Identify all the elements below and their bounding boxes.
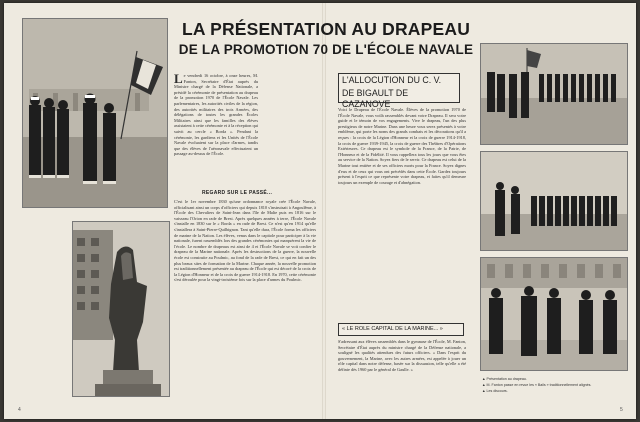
intro-column (174, 73, 258, 185)
role-column: S'adressant aux élèves rassemblés dans le gymnase de l'École, M. Fanton, Secrétaire d'État auprès du ministre chargé de la Défense nationale, a souligné les qualités attendues des futurs officiers. « Dans l'esprit du gouvernement, la Marine, avec les autres armées, est appelée à jouer un rôle capital dans notre défense, basée sur la dissuasion, telle qu'elle a été définie dès 1960 par le général de Gaulle. » (338, 339, 466, 372)
page-gutter (322, 3, 326, 419)
photo-parade (480, 43, 628, 145)
allocution-title-box (338, 73, 460, 109)
caption-speeches: ▲ Les discours. (482, 389, 508, 393)
speeches-image (481, 258, 627, 370)
intro-dropcap: L (174, 73, 183, 86)
photo-speeches (480, 257, 628, 371)
photo-flag-presentation (22, 18, 168, 208)
caption-presentation: ▲ Présentation au drapeau. (482, 377, 527, 381)
photo-review (480, 151, 628, 251)
intro-text: e vendredi 16 octobre, à onze heures, M. Fanton, Secrétaire d'État auprès du Ministre chargé de la Défense Nationale, a présidé la cérémonie de présentation au drapeau de la promotion 1970 de l'École Navale. Les parlementaires, les autorités civiles de la région, des autorités militaires des trois Armées, des délégations de toutes les grandes Écoles Militaires ainsi que les familles des élèves assistaient à cette cérémonie et à la réception qui suivit au cercle « Borda ». Pendant la cérémonie, les gardiens et les Unités de l'École Navale évoluaient sur la place d'armes, tandis que des élèves de l'aéronavale effectuaient un passage au-dessus de l'École. (174, 73, 258, 157)
magazine-spread (4, 3, 636, 419)
flag-presentation-image (23, 19, 167, 207)
article-title: LA PRÉSENTATION AU DRAPEAU (181, 19, 471, 39)
allocution-title-line2: DE BIGAULT DE CAZANOVE (342, 88, 409, 109)
page-number-right: 5 (620, 407, 623, 413)
caption-review: ▲ M. Fanton passe en revue les « Bails » traditionnellement alignés. (482, 383, 592, 387)
role-title-box (338, 323, 464, 336)
regard-subhead: REGARD SUR LE PASSÉ... (202, 190, 273, 196)
allocution-column: Voici le Drapeau de l'École Navale. Élèves de la promotion 1970 de l'École Navale, vous voilà rassemblés devant votre Drapeau. Il sera votre guide et le témoin de vos engagements. Vive le drapeau, l'un des plus prestigieux de notre Marine. Dans une heure vous serez présentés à votre emblème, qui porte les noms des grands combats et les décorations qu'il a reçues : la croix de la Légion d'Honneur et la croix de guerre 1914-1918, la croix de guerre 1939-1945, la croix de guerre des Théâtres d'Opérations Extérieures. Ce drapeau est le symbole de la France, de la Patrie, de l'Honneur et de la Fidélité. Il vous rappellera tous les jours que vous êtes au service de la Nation. Soyez fiers de le servir. Ce drapeau est celui de la Marine tout entière et de ses officiers morts pour la France. Soyez dignes d'eux et de ceux qui vous ont précédés dans cette École. Gardez toujours présent à l'esprit ce que représente votre drapeau, et faites qu'il demeure toujours un exemple de courage et d'abnégation. (338, 107, 466, 185)
review-image (481, 152, 627, 250)
allocution-title-line1: L'ALLOCUTION DU C. V. (342, 75, 442, 85)
role-title: « LE ROLE CAPITAL DE LA MARINE... » (342, 326, 443, 332)
regard-column: C'est le 1er novembre 1830 qu'une ordonnance royale crée l'École Navale, officialisant ainsi un corps d'officiers qui depuis 1810 s'instruisait à Angoulême, à l'École des Chevaliers de Saint-Jean dans l'île de Malte puis en 1816 sur le vaisseau l'Orion en rade de Brest. Après quelques années à terre, l'École Navale s'installe en 1830 sur le « Borda » en rade de Brest. Ce n'est qu'en 1914 qu'elle s'installera à Saint-Pierre-Quilbignon. Tant qu'elle dura, l'École forma les officiers de marine de la Nation. Les élèves, venus dans le capitole pour participer à la vie nationale, furent rassemblés lors des grandes cérémonies qui marquèrent la vie de l'école. Le nombre de drapeaux est ainsi de 4 et l'École Navale se voit confier le drapeau de la Marine nationale. Après les destructions de la guerre, la nouvelle école est construite au Poulmic, au fond de la rade de Brest, ce qui en fait un des plus beaux sites de formation de la Marine. Chaque année, la nouvelle promotion est traditionnellement présentée au drapeau de l'École qui est décoré de la croix de la Légion d'Honneur et de la croix de guerre 1914-1918. En 1970, cette cérémonie s'est déroulée pour la vingt-troisième fois sur la place d'armes du Poulmic. (174, 199, 316, 283)
statue-image (73, 222, 169, 396)
parade-image (481, 44, 627, 144)
photo-statue (72, 221, 170, 397)
article-subtitle: DE LA PROMOTION 70 DE L'ÉCOLE NAVALE (178, 42, 474, 57)
page-number-left: 4 (18, 407, 21, 413)
